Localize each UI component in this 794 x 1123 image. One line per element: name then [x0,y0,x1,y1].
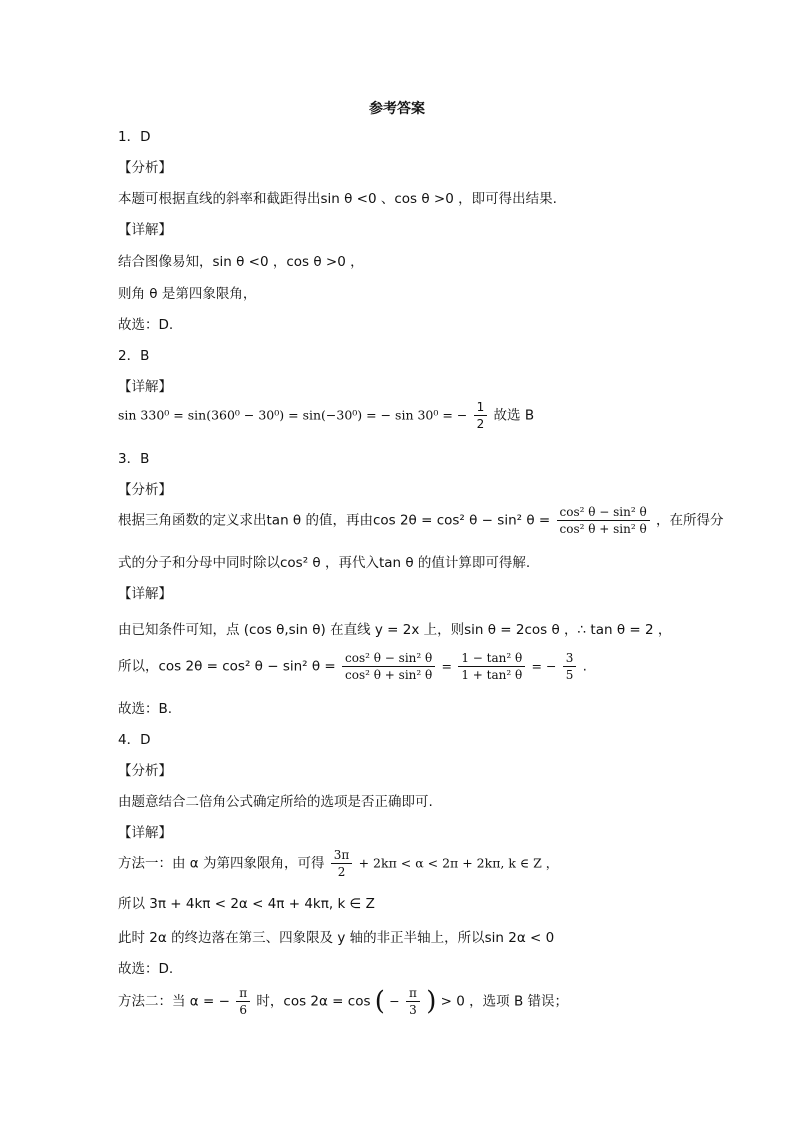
q2-formula [118,400,534,431]
q3-d2-end: . [582,658,587,675]
q3-analysis-tag: 【分析】 [118,482,172,498]
q2-frac-den: 2 [476,417,485,431]
q3-d2-den2: 1 + tan² θ [461,668,523,682]
q1-head: 1．D [118,129,151,145]
q2-frac-num: 1 [474,400,488,416]
q4-m5-post: > 0 ，选项 B 错误； [440,993,568,1010]
q4-m5-rparen: ) [426,986,437,1017]
q3-d2-pre: 所以，cos 2θ = cos² θ − sin² θ = [118,658,336,675]
q3-d2-num1: cos² θ − sin² θ [342,651,435,667]
q1-detail-line1: 结合图像易知，sin θ <0 ，cos θ >0 ， [118,254,364,270]
q2-formula-main: sin 330⁰ = sin(360⁰ − 30⁰) = sin(−30⁰) = − sin 30⁰ = − [118,407,468,423]
q3-d2-eq2: = − [531,658,557,674]
q3-head: 3．B [118,451,150,467]
q4-method2-line1 [118,986,568,1017]
q4-method1-line1 [118,848,558,879]
q3-a1-den: cos² θ + sin² θ [559,522,647,536]
q4-m5-lparen: ( [374,986,385,1017]
q4-m1-num: 3π [331,848,353,864]
q3-d2-eq: = [441,658,453,674]
q3-detail-line1: 由已知条件可知，点 (cos θ,sin θ) 在直线 y = 2x 上，则sin θ = 2cos θ ，∴ tan θ = 2 ， [118,622,672,638]
q3-d2-den3: 5 [565,668,574,682]
q4-m5-inner-fraction [406,986,420,1017]
page-title: 参考答案 [369,101,425,117]
q3-analysis-line2: 式的分子和分母中同时除以cos² θ ，再代入tan θ 的值计算即可得解. [118,555,531,571]
q3-d2-num2: 1 − tan² θ [458,651,525,667]
q3-d2-num3: 3 [563,651,577,667]
q4-method1-line4: 故选：D. [118,961,174,977]
q4-method1-line2: 所以 3π + 4kπ < 2α < 4π + 4kπ, k ∈ Z [118,896,375,912]
q4-m5-inner-num: π [406,986,420,1002]
q4-method1-line3: 此时 2α 的终边落在第三、四象限及 y 轴的非正半轴上，所以sin 2α < 0 [118,930,555,946]
q4-head: 4．D [118,732,151,748]
q2-head: 2．B [118,348,150,364]
q4-m1-pre: 方法一：由 α 为第四象限角，可得 [118,855,325,872]
q4-m5-fraction [236,986,250,1017]
q2-formula-tail: 故选 B [493,407,535,424]
q1-detail-tag: 【详解】 [118,222,172,238]
q3-detail-line3: 故选：B. [118,701,173,717]
q2-detail-tag: 【详解】 [118,379,172,395]
q3-d2-fraction3 [563,651,577,682]
q3-a1-num: cos² θ − sin² θ [557,505,650,521]
q4-m5-pre: 方法二：当 α = − [118,993,230,1010]
q3-a1-pre: 根据三角函数的定义求出tan θ 的值，再由cos 2θ = cos² θ − sin² θ = [118,512,551,529]
q3-analysis-line1 [118,505,724,536]
q3-d2-fraction1 [342,651,435,682]
q3-detail-tag: 【详解】 [118,586,172,602]
q1-analysis: 本题可根据直线的斜率和截距得出sin θ <0 、cos θ >0 ，即可得出结果. [118,191,557,207]
q4-m1-den: 2 [337,865,346,879]
q3-a1-fraction [557,505,650,536]
q1-detail-line3: 故选：D. [118,317,174,333]
q4-m1-fraction [331,848,353,879]
q4-m5-num: π [236,986,250,1002]
q4-m1-post: + 2kπ < α < 2π + 2kπ, k ∈ Z ， [358,855,559,871]
q1-analysis-tag: 【分析】 [118,160,172,176]
q3-d2-den1: cos² θ + sin² θ [345,668,433,682]
q4-m5-den: 6 [239,1003,247,1017]
q4-detail-tag: 【详解】 [118,825,172,841]
q1-detail-line2: 则角 θ 是第四象限角， [118,286,257,302]
q4-analysis: 由题意结合二倍角公式确定所给的选项是否正确即可. [118,794,433,810]
q2-fraction [474,400,488,431]
q3-d2-fraction2 [458,651,525,682]
q4-m5-mid: 时，cos 2α = cos [256,993,371,1010]
q4-m5-inner-sign: − [389,993,400,1009]
q3-a1-post: ，在所得分 [656,512,724,529]
q4-analysis-tag: 【分析】 [118,763,172,779]
q4-m5-inner-den: 3 [409,1003,417,1017]
q3-detail-line2 [118,651,587,682]
